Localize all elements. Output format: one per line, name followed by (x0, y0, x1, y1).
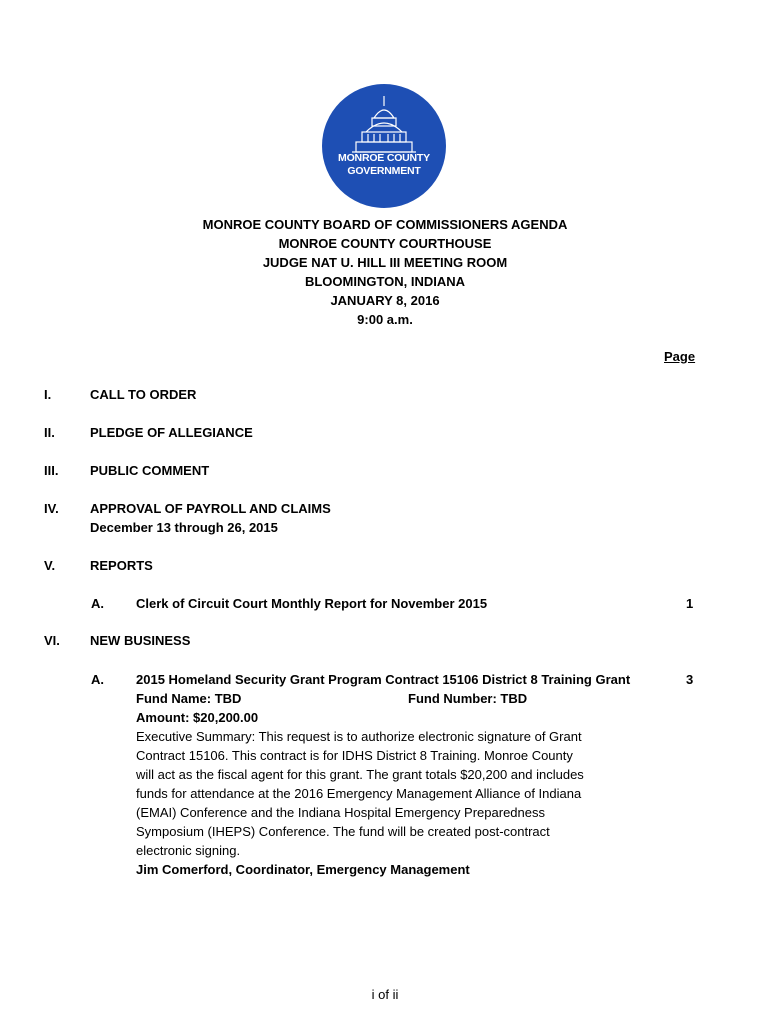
item-title: REPORTS (90, 558, 153, 573)
item-title: APPROVAL OF PAYROLL AND CLAIMS (90, 501, 331, 516)
page-footer: i of ii (371, 987, 399, 1002)
header-date: JANUARY 8, 2016 (330, 293, 440, 308)
sub-item-title: Clerk of Circuit Court Monthly Report for November 2015 (136, 596, 488, 611)
header-room: JUDGE NAT U. HILL III MEETING ROOM (262, 255, 508, 270)
summary-line: electronic signing. (136, 843, 241, 858)
item-subtitle: December 13 through 26, 2015 (90, 520, 278, 535)
item-title: CALL TO ORDER (90, 387, 197, 402)
header-location: MONROE COUNTY COURTHOUSE (278, 236, 492, 251)
page-column-label: Page (664, 349, 696, 364)
presenter: Jim Comerford, Coordinator, Emergency Management (136, 862, 470, 877)
fund-number: Fund Number: TBD (408, 691, 528, 706)
summary-line: will act as the fiscal agent for this grant. The grant totals $20,200 and includes (136, 767, 584, 782)
item-number: II. (44, 425, 55, 440)
agenda-header (0, 215, 770, 329)
courthouse-icon (322, 84, 446, 208)
item-title: PLEDGE OF ALLEGIANCE (90, 425, 253, 440)
item-number: I. (44, 387, 52, 402)
county-seal-logo (322, 84, 446, 208)
item-title: PUBLIC COMMENT (90, 463, 210, 478)
seal-line-2: GOVERNMENT (347, 165, 421, 177)
summary-line: Executive Summary: This request is to authorize electronic signature of Grant (136, 729, 582, 744)
sub-item-letter: A. (91, 672, 104, 687)
item-number: III. (44, 463, 59, 478)
summary-line: Contract 15106. This contract is for IDHS District 8 Training. Monroe County (136, 748, 573, 763)
header-time: 9:00 a.m. (357, 312, 413, 327)
item-number: IV. (44, 501, 59, 516)
sub-item-letter: A. (91, 596, 104, 611)
sub-item-title: 2015 Homeland Security Grant Program Contract 15106 District 8 Training Grant (136, 672, 631, 687)
summary-line: (EMAI) Conference and the Indiana Hospital Emergency Preparedness (136, 805, 545, 820)
grant-amount: Amount: $20,200.00 (136, 710, 259, 725)
seal-line-1: MONROE COUNTY (338, 152, 430, 164)
page-number: 1 (686, 596, 694, 611)
summary-line: Symposium (IHEPS) Conference. The fund will be created post-contract (136, 824, 550, 839)
fund-name: Fund Name: TBD (136, 691, 242, 706)
summary-line: funds for attendance at the 2016 Emergency Management Alliance of Indiana (136, 786, 582, 801)
item-number: V. (44, 558, 56, 573)
header-title: MONROE COUNTY BOARD OF COMMISSIONERS AGENDA (202, 217, 568, 232)
item-title: NEW BUSINESS (90, 633, 191, 648)
page-number: 3 (686, 672, 694, 687)
header-city: BLOOMINGTON, INDIANA (304, 274, 466, 289)
item-number: VI. (44, 633, 60, 648)
